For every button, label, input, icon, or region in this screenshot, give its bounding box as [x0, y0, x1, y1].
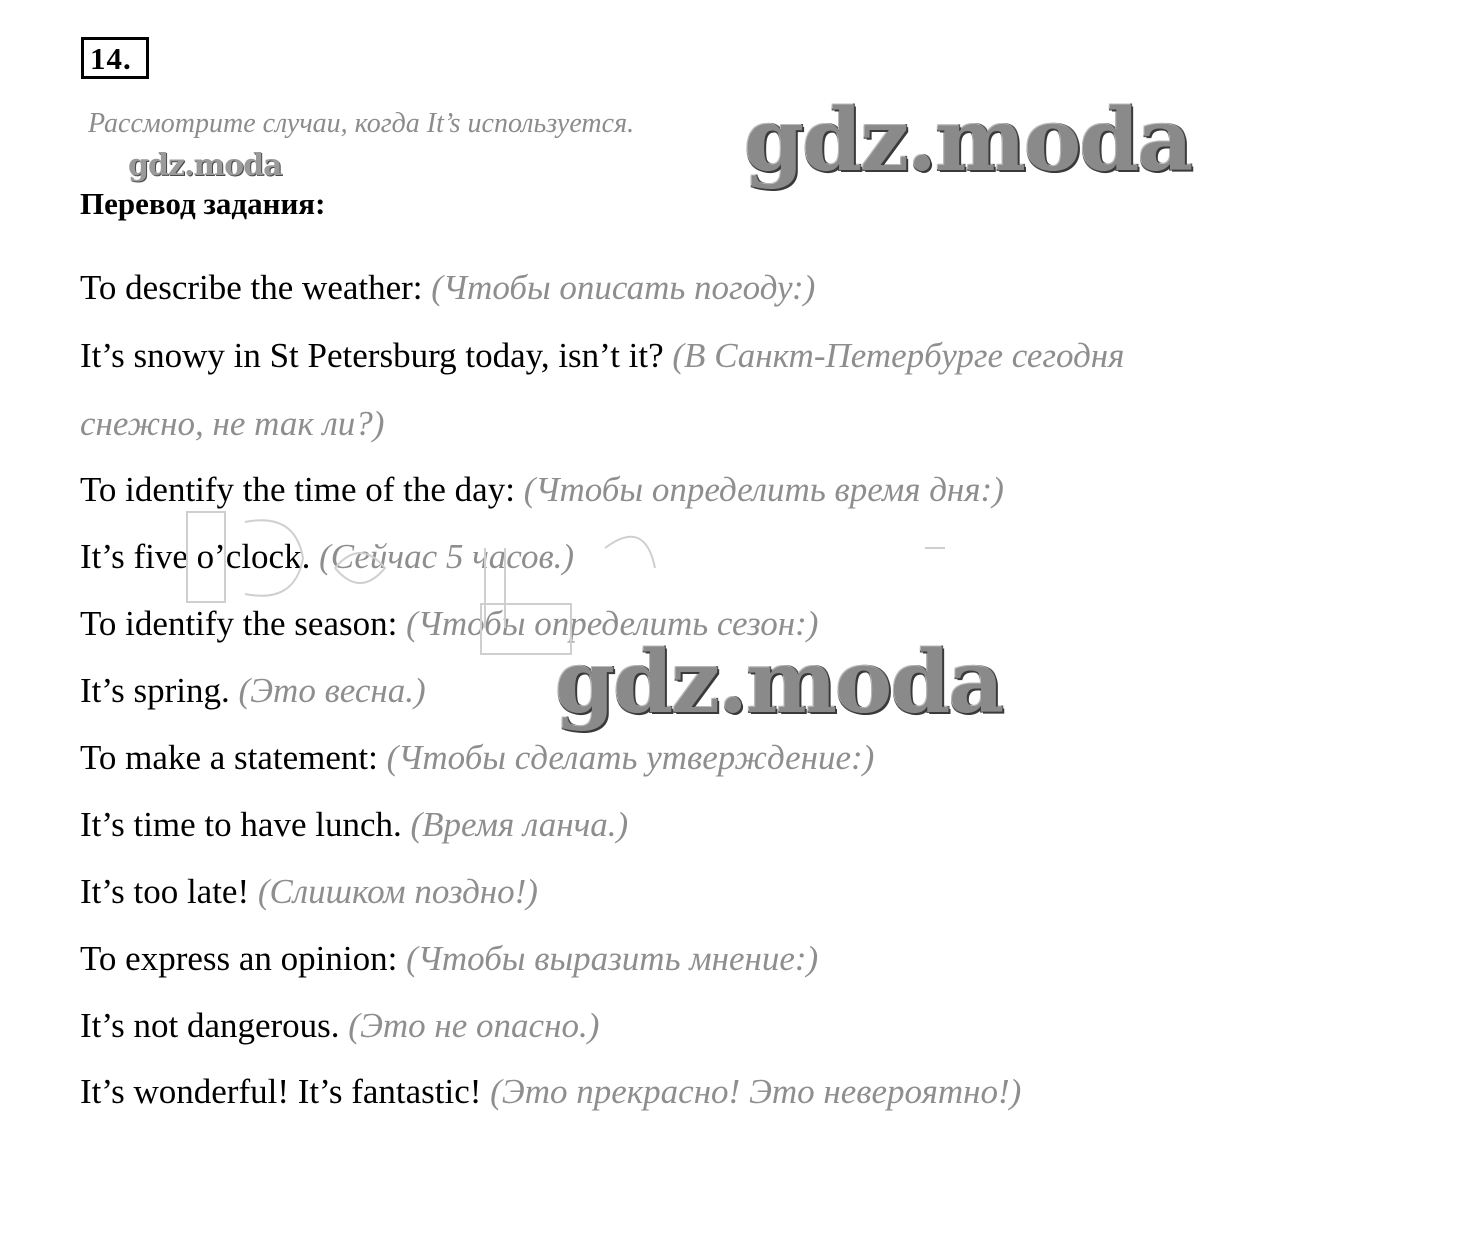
russian-translation: (Сейчас 5 часов.) [319, 537, 575, 576]
task-instruction: Рассмотрите случаи, когда It’s используется. [88, 108, 635, 139]
text-line [80, 537, 574, 577]
russian-translation: (Слишком поздно!) [257, 872, 538, 911]
russian-translation: снежно, не так ли?) [80, 404, 385, 443]
watermark-large-top: gdz.moda [744, 90, 1192, 191]
english-text: To describe the weather: [80, 268, 423, 307]
english-text: To identify the time of the day: [80, 470, 515, 509]
english-text: It’s time to have lunch. [80, 805, 402, 844]
english-text: To make a statement: [80, 738, 378, 777]
english-text: It’s spring. [80, 671, 230, 710]
text-line [80, 738, 874, 778]
russian-translation: (Это прекрасно! Это невероятно!) [490, 1072, 1022, 1111]
text-line [80, 1072, 1021, 1112]
russian-translation: (Чтобы определить время дня:) [523, 470, 1004, 509]
task-number: 14. [81, 37, 149, 79]
text-line [80, 1006, 599, 1046]
russian-translation: (Чтобы описать погоду:) [431, 268, 816, 307]
english-text: It’s five o’clock. [80, 537, 311, 576]
text-line [80, 404, 384, 444]
text-line [80, 336, 1124, 376]
text-line [80, 268, 815, 308]
russian-translation: (Чтобы выразить мнение:) [406, 939, 819, 978]
russian-translation: (Чтобы определить сезон:) [406, 604, 819, 643]
watermark-large-middle: gdz.moda [555, 632, 1003, 733]
english-text: To identify the season: [80, 604, 398, 643]
text-line [80, 939, 818, 979]
text-line [80, 805, 628, 845]
english-text: To express an opinion: [80, 939, 398, 978]
translation-heading: Перевод задания: [80, 186, 326, 221]
russian-translation: (Это не опасно.) [348, 1006, 600, 1045]
russian-translation: (Это весна.) [238, 671, 426, 710]
russian-translation: (Чтобы сделать утверждение:) [386, 738, 875, 777]
russian-translation: (В Санкт-Петербурге сегодня [672, 336, 1125, 375]
russian-translation: (Время ланча.) [410, 805, 629, 844]
text-line [80, 872, 538, 912]
watermark-small: gdz.moda [128, 148, 282, 183]
english-text: It’s wonderful! It’s fantastic! [80, 1072, 482, 1111]
english-text: It’s too late! [80, 872, 250, 911]
text-line [80, 671, 426, 711]
english-text: It’s snowy in St Petersburg today, isn’t it? [80, 336, 664, 375]
text-line [80, 470, 1004, 510]
english-text: It’s not dangerous. [80, 1006, 340, 1045]
